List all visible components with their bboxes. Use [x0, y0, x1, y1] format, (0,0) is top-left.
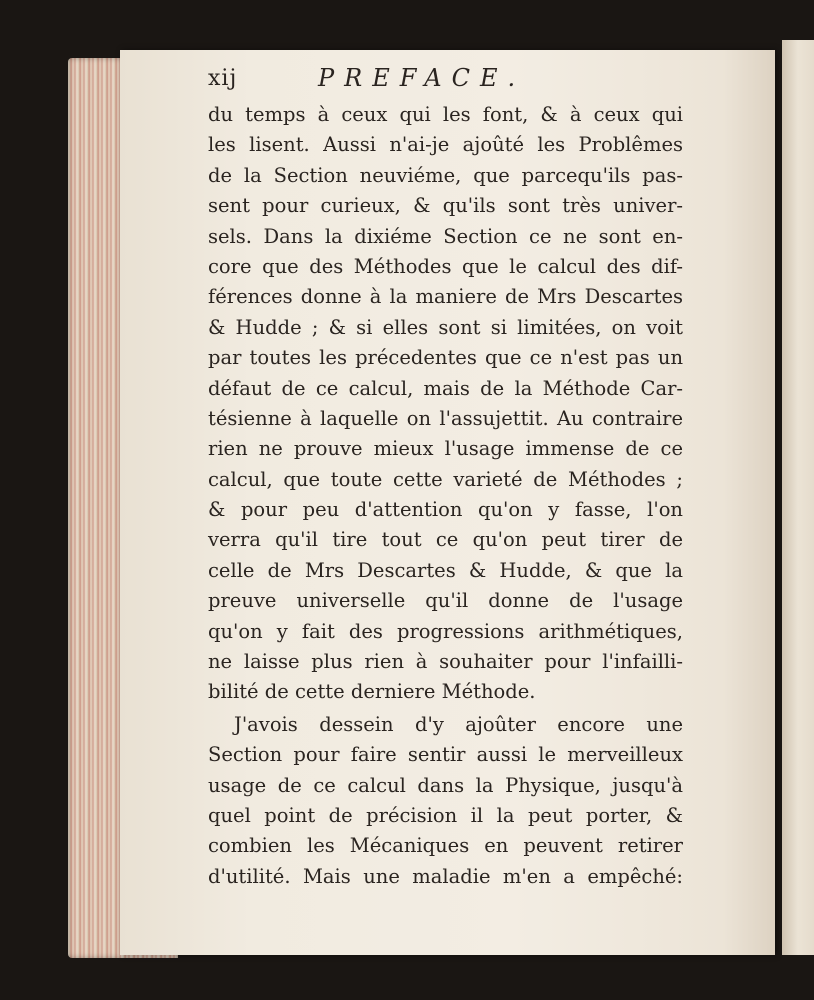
text-line: ne laisse plus rien à souhaiter pour l'infailli-	[208, 650, 683, 674]
text-line: bilité de cette derniere Méthode.	[208, 680, 536, 704]
text-line: défaut de ce calcul, mais de la Méthode Car-	[208, 376, 683, 400]
text-line: preuve universelle qu'il donne de l'usage	[208, 589, 683, 613]
text-line: core que des Méthodes que le calcul des dif-	[208, 254, 683, 278]
text-line: quel point de précision il la peut porter, &	[208, 803, 683, 827]
page-number: xij	[208, 66, 238, 91]
text-line: du temps à ceux qui les font, & à ceux qui	[208, 103, 683, 126]
text-line: Section pour faire sentir aussi le merveilleux	[208, 743, 683, 767]
text-line: J'avois dessein d'y ajoûter encore une	[234, 712, 683, 736]
text-line: par toutes les précedentes que ce n'est pas un	[208, 346, 683, 370]
text-line: férences donne à la maniere de Mrs Descartes	[208, 285, 683, 309]
text-line: & Hudde ; & si elles sont si limitées, on voit	[208, 315, 683, 339]
text-line: & pour peu d'attention qu'on y fasse, l'on	[208, 498, 683, 522]
text-line: de la Section neuviéme, que parcequ'ils pas-	[208, 163, 683, 187]
text-line: tésienne à laquelle on l'assujettit. Au contraire	[208, 406, 683, 430]
page-header	[208, 60, 678, 96]
text-line: sels. Dans la dixiéme Section ce ne sont en-	[208, 224, 683, 248]
text-line: sent pour curieux, & qu'ils sont très univer-	[208, 194, 683, 218]
body-text	[208, 100, 683, 892]
text-line: combien les Mécaniques en peuvent retirer	[208, 834, 683, 858]
text-line: d'utilité. Mais une maladie m'en a empêché:	[208, 864, 683, 888]
text-line: calcul, que toute cette varieté de Méthodes ;	[208, 467, 683, 491]
text-line: verra qu'il tire tout ce qu'on peut tirer de	[208, 528, 683, 552]
text-line: qu'on y fait des progressions arithmétiques,	[208, 619, 683, 643]
text-line: celle de Mrs Descartes & Hudde, & que la	[208, 558, 683, 582]
text-line: les lisent. Aussi n'ai-je ajoûté les Problêmes	[208, 133, 683, 157]
text-line: usage de ce calcul dans la Physique, jusqu'à	[208, 773, 683, 797]
running-title: PREFACE.	[318, 64, 526, 92]
text-line: rien ne prouve mieux l'usage immense de ce	[208, 437, 683, 461]
right-page-edge	[782, 40, 814, 955]
